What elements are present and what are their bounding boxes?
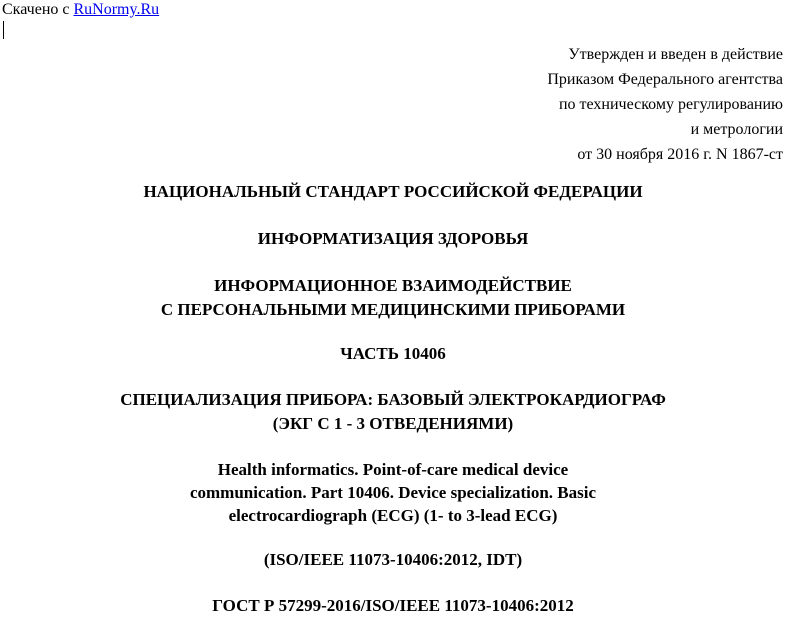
specialization-title [0,388,786,436]
approval-line: Приказом Федерального агентства [547,71,783,88]
source-link[interactable]: RuNormy.Ru [73,1,160,18]
source-line [2,0,159,20]
iso-reference: (ISO/IEEE 11073-10406:2012, IDT) [263,550,523,569]
approval-line: по техническому регулированию [558,96,783,113]
source-prefix: Скачено с [2,1,74,18]
specialization-line: СПЕЦИАЛИЗАЦИЯ ПРИБОРА: БАЗОВЫЙ ЭЛЕКТРОКАРДИОГРАФ [120,390,666,409]
approval-block [547,42,783,167]
english-title-line: communication. Part 10406. Device specialization. Basic [189,483,597,502]
english-title-line: electrocardiograph (ECG) (1- to 3-lead ECG) [228,506,558,525]
approval-line: Утвержден и введен в действие [568,46,783,63]
text-caret [3,21,4,39]
english-title-line: Health informatics. Point-of-care medical device [217,460,569,479]
subtitle-line: ИНФОРМАЦИОННОЕ ВЗАИМОДЕЙСТВИЕ [214,276,572,295]
series-title: ИНФОРМАТИЗАЦИЯ ЗДОРОВЬЯ [257,229,529,248]
part-number: ЧАСТЬ 10406 [340,344,446,363]
english-title [0,458,786,527]
approval-line: и метрологии [690,121,783,138]
subtitle [0,274,786,322]
standard-type: НАЦИОНАЛЬНЫЙ СТАНДАРТ РОССИЙСКОЙ ФЕДЕРАЦИИ [143,182,643,201]
specialization-line: (ЭКГ С 1 - 3 ОТВЕДЕНИЯМИ) [272,414,514,433]
subtitle-line: С ПЕРСОНАЛЬНЫМИ МЕДИЦИНСКИМИ ПРИБОРАМИ [160,300,626,319]
approval-line: от 30 ноября 2016 г. N 1867-ст [577,146,783,163]
gost-designation: ГОСТ Р 57299-2016/ISO/IEEE 11073-10406:2012 [212,596,574,615]
